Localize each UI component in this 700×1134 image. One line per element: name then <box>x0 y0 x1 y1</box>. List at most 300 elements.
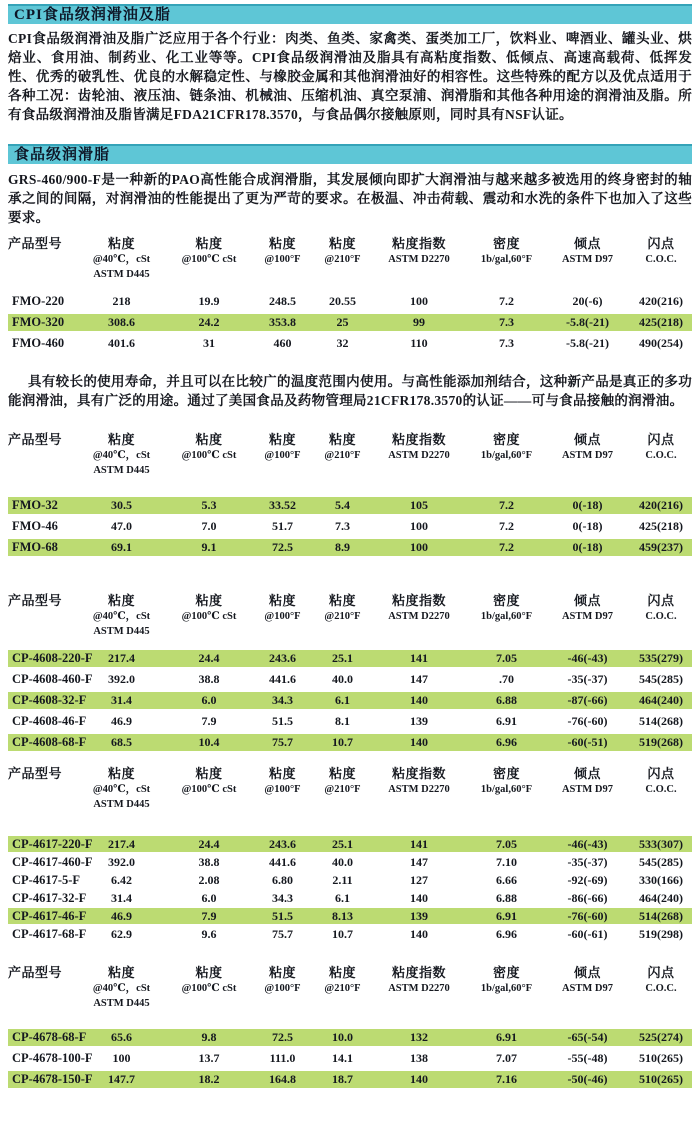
value-cell: 519(298) <box>639 927 683 941</box>
table-body <box>8 497 692 556</box>
value-cell: 18.7 <box>332 1072 353 1086</box>
table-row-fmo-46 <box>8 518 692 535</box>
value-cell: 519(268) <box>639 735 683 749</box>
column-header-label: 倾点 <box>573 766 601 781</box>
product-model: CP-4617-5-F <box>12 873 81 887</box>
product-table-cp-4608 <box>8 592 692 751</box>
product-model: CP-4608-46-F <box>12 714 87 728</box>
value-cell: -65(-54) <box>567 1030 608 1044</box>
column-header-label: 产品型号 <box>8 965 63 980</box>
value-cell: 7.9 <box>201 714 217 728</box>
product-model: CP-4617-460-F <box>12 855 93 869</box>
value-cell: 5.4 <box>335 498 350 512</box>
table-row-cp-4608-46-f <box>8 713 692 730</box>
value-cell: 217.4 <box>108 651 135 665</box>
product-model: CP-4617-32-F <box>12 891 87 905</box>
value-cell: 0(-18) <box>572 519 603 533</box>
table-header <box>8 592 692 639</box>
value-cell: 20(-6) <box>572 294 603 308</box>
table-row-cp-4617-68-f <box>8 926 692 942</box>
product-model: CP-4617-46-F <box>12 909 87 923</box>
column-header-label: 粘度指数 <box>391 766 446 781</box>
column-header-label: 粘度 <box>107 432 135 447</box>
value-cell: 147 <box>410 672 428 686</box>
value-cell: 33.52 <box>269 498 296 512</box>
column-header-product <box>8 964 75 1011</box>
column-header <box>315 431 370 478</box>
value-cell: 545(285) <box>639 672 683 686</box>
value-cell: 6.80 <box>272 873 293 887</box>
column-header-label: 产品型号 <box>8 432 63 447</box>
value-cell: 99 <box>413 315 425 329</box>
column-header-label: 闪点 <box>647 965 675 980</box>
product-model: CP-4678-150-F <box>12 1072 93 1086</box>
value-cell: 24.4 <box>198 651 220 665</box>
value-cell: 6.88 <box>496 891 517 905</box>
column-header-sublabel: @100℃ cSt <box>181 784 237 795</box>
column-header-label: 粘度 <box>268 593 296 608</box>
column-header-label: 闪点 <box>647 593 675 608</box>
value-cell: 401.6 <box>108 336 135 350</box>
column-header-sublabel: ASTM D97 <box>561 784 614 795</box>
value-cell: 10.7 <box>332 927 353 941</box>
value-cell: 34.3 <box>272 891 293 905</box>
column-header <box>630 964 692 1011</box>
table-row-cp-4678-100-f <box>8 1050 692 1067</box>
product-model: CP-4608-220-F <box>12 651 93 665</box>
value-cell: 0(-18) <box>572 498 603 512</box>
value-cell: -76(-60) <box>567 909 608 923</box>
column-header <box>545 431 630 478</box>
column-header-sublabel: @40℃，cSt <box>92 450 151 461</box>
value-cell: 72.5 <box>272 540 293 554</box>
value-cell: 6.42 <box>111 873 132 887</box>
column-header <box>468 964 545 1011</box>
column-header-sublabel: @210°F <box>324 784 361 795</box>
value-cell: 75.7 <box>272 927 293 941</box>
certification-paragraph: 具有较长的使用寿命，并且可以在比较广的温度范围内使用。与高性能添加剂结合，这种新产品是真正的多功能润滑油，具有广泛的用途。通过了美国食品及药物管理局21CFR178.3570的认证——可与食品接触的润滑油。 <box>8 374 692 408</box>
table-row-cp-4678-68-f <box>8 1029 692 1046</box>
column-header <box>315 235 370 282</box>
value-cell: 138 <box>410 1051 428 1065</box>
value-cell: -55(-48) <box>567 1051 608 1065</box>
column-header-label: 粘度指数 <box>391 236 446 251</box>
table-row-cp-4617-5-f <box>8 872 692 888</box>
value-cell: 140 <box>410 1072 428 1086</box>
column-header-label: 倾点 <box>573 432 601 447</box>
column-header-label: 倾点 <box>573 236 601 251</box>
column-header <box>168 592 250 639</box>
value-cell: 2.11 <box>332 873 353 887</box>
value-cell: -5.8(-21) <box>566 315 609 329</box>
table-row-cp-4608-32-f <box>8 692 692 709</box>
column-header <box>75 592 168 639</box>
value-cell: 353.8 <box>269 315 296 329</box>
value-cell: 38.8 <box>198 672 220 686</box>
table-body <box>8 650 692 751</box>
value-cell: 34.3 <box>272 693 293 707</box>
column-header-sublabel: @210°F <box>324 450 361 461</box>
value-cell: 9.6 <box>201 927 217 941</box>
section2-paragraph: GRS-460/900-F是一种新的PAO高性能合成润滑脂，其发展倾向即扩大润滑油与越来越多被选用的终身密封的轴承之间的间隔，对润滑油的性能提出了更为严苛的要求。在极温、冲击荷载、震动和水洗的条件下也加入了这些要求。 <box>8 172 692 225</box>
value-cell: 6.96 <box>496 927 517 941</box>
column-header-sublabel: ASTM D2270 <box>388 450 450 461</box>
column-header-sublabel: @210°F <box>324 254 361 265</box>
column-header <box>75 235 168 282</box>
column-header-label: 密度 <box>492 236 520 251</box>
value-cell: 510(265) <box>639 1051 683 1065</box>
column-header-method: ASTM D445 <box>93 465 150 476</box>
value-cell: 51.5 <box>272 909 293 923</box>
column-header-sublabel: C.O.C. <box>645 450 677 461</box>
value-cell: 7.05 <box>496 837 517 851</box>
column-header <box>370 592 468 639</box>
value-cell: 525(274) <box>639 1030 683 1044</box>
table-header <box>8 765 692 812</box>
section1-title: CPI食品级润滑油及脂 <box>14 7 171 23</box>
value-cell: 420(216) <box>639 498 683 512</box>
value-cell: 490(254) <box>639 336 683 350</box>
column-header-sublabel: @210°F <box>324 611 361 622</box>
value-cell: -35(-37) <box>567 855 608 869</box>
value-cell: 514(268) <box>639 714 683 728</box>
value-cell: 217.4 <box>108 837 135 851</box>
column-header <box>370 431 468 478</box>
value-cell: 19.9 <box>198 294 220 308</box>
value-cell: 24.2 <box>198 315 220 329</box>
value-cell: 30.5 <box>111 498 132 512</box>
value-cell: 248.5 <box>269 294 296 308</box>
column-header <box>250 431 315 478</box>
value-cell: 9.1 <box>201 540 217 554</box>
value-cell: 5.3 <box>201 498 217 512</box>
table-header <box>8 431 692 478</box>
value-cell: 38.8 <box>198 855 220 869</box>
column-header-sublabel: 1b/gal,60°F <box>480 611 533 622</box>
value-cell: -5.8(-21) <box>566 336 609 350</box>
column-header-product <box>8 431 75 478</box>
column-header-sublabel: @40℃，cSt <box>92 611 151 622</box>
column-header-method: ASTM D445 <box>93 799 150 810</box>
value-cell: 10.4 <box>198 735 220 749</box>
product-model: CP-4678-68-F <box>12 1030 87 1044</box>
column-header <box>75 431 168 478</box>
column-header-method: ASTM D445 <box>93 626 150 637</box>
column-header-label: 粘度 <box>107 236 135 251</box>
column-header-label: 产品型号 <box>8 593 63 608</box>
value-cell: -76(-60) <box>567 714 608 728</box>
column-header <box>370 235 468 282</box>
column-header <box>468 431 545 478</box>
product-table-fmo-220-460 <box>8 235 692 352</box>
value-cell: 425(218) <box>639 315 683 329</box>
product-model: FMO-320 <box>12 315 65 329</box>
column-header-method: ASTM D445 <box>93 269 150 280</box>
column-header <box>75 765 168 812</box>
column-header-label: 粘度 <box>195 432 223 447</box>
value-cell: 25 <box>336 315 349 329</box>
value-cell: 141 <box>410 837 428 851</box>
value-cell: 14.1 <box>332 1051 353 1065</box>
value-cell: 110 <box>410 336 428 350</box>
column-header-sublabel: @40℃，cSt <box>92 784 151 795</box>
product-model: CP-4608-68-F <box>12 735 87 749</box>
value-cell: 147.7 <box>108 1072 135 1086</box>
value-cell: 441.6 <box>269 672 296 686</box>
product-model: FMO-460 <box>12 336 65 350</box>
table-body <box>8 836 692 942</box>
value-cell: 7.10 <box>496 855 517 869</box>
column-header <box>250 592 315 639</box>
value-cell: -86(-66) <box>567 891 608 905</box>
value-cell: 47.0 <box>111 519 132 533</box>
column-header-sublabel: ASTM D2270 <box>388 611 450 622</box>
value-cell: 140 <box>410 735 428 749</box>
column-header <box>545 592 630 639</box>
value-cell: 139 <box>410 909 428 923</box>
column-header <box>315 592 370 639</box>
value-cell: 441.6 <box>269 855 296 869</box>
column-header-label: 粘度 <box>107 965 135 980</box>
product-model: CP-4617-220-F <box>12 837 93 851</box>
value-cell: 132 <box>410 1030 428 1044</box>
value-cell: 243.6 <box>269 651 296 665</box>
value-cell: 127 <box>410 873 428 887</box>
value-cell: 464(240) <box>639 693 683 707</box>
value-cell: 31.4 <box>111 891 132 905</box>
column-header-label: 粘度 <box>328 593 356 608</box>
product-table-fmo-32-68 <box>8 431 692 556</box>
value-cell: 7.2 <box>499 294 514 308</box>
column-header-label: 产品型号 <box>8 236 63 251</box>
value-cell: 40.0 <box>332 855 353 869</box>
value-cell: 6.91 <box>496 909 517 923</box>
column-header-label: 闪点 <box>647 766 675 781</box>
column-header <box>468 765 545 812</box>
column-header <box>630 235 692 282</box>
value-cell: 111.0 <box>269 1051 296 1065</box>
value-cell: 72.5 <box>272 1030 293 1044</box>
column-header <box>370 964 468 1011</box>
table-row-fmo-320 <box>8 314 692 331</box>
column-header-sublabel: ASTM D97 <box>561 254 614 265</box>
table-row-cp-4608-220-f <box>8 650 692 667</box>
value-cell: .70 <box>499 672 514 686</box>
value-cell: 6.1 <box>335 891 350 905</box>
value-cell: 100 <box>410 540 428 554</box>
value-cell: 51.5 <box>272 714 293 728</box>
value-cell: 40.0 <box>332 672 353 686</box>
value-cell: 9.8 <box>201 1030 217 1044</box>
value-cell: 7.3 <box>335 519 350 533</box>
column-header <box>468 592 545 639</box>
table-row-fmo-32 <box>8 497 692 514</box>
column-header <box>250 765 315 812</box>
value-cell: 510(265) <box>639 1072 683 1086</box>
column-header-sublabel: @100°F <box>264 983 301 994</box>
value-cell: 46.9 <box>111 909 132 923</box>
value-cell: 2.08 <box>198 873 220 887</box>
value-cell: 392.0 <box>108 672 135 686</box>
column-header-label: 密度 <box>492 432 520 447</box>
product-table-cp-4617 <box>8 765 692 942</box>
column-header-label: 粘度 <box>328 766 356 781</box>
value-cell: 20.55 <box>329 294 356 308</box>
value-cell: 7.07 <box>496 1051 517 1065</box>
column-header <box>168 235 250 282</box>
value-cell: -92(-69) <box>567 873 608 887</box>
column-header <box>370 765 468 812</box>
column-header-product <box>8 592 75 639</box>
column-header <box>545 765 630 812</box>
value-cell: -87(-66) <box>567 693 608 707</box>
value-cell: 100 <box>112 1051 131 1065</box>
column-header-sublabel: @40℃，cSt <box>92 983 151 994</box>
column-header-sublabel: 1b/gal,60°F <box>480 254 533 265</box>
value-cell: 6.1 <box>335 693 350 707</box>
value-cell: 7.16 <box>496 1072 517 1086</box>
value-cell: 6.88 <box>496 693 517 707</box>
value-cell: 533(307) <box>639 837 683 851</box>
column-header <box>75 964 168 1011</box>
value-cell: 535(279) <box>639 651 683 665</box>
value-cell: 75.7 <box>272 735 293 749</box>
column-header-label: 粘度 <box>328 432 356 447</box>
value-cell: 392.0 <box>108 855 135 869</box>
value-cell: 7.2 <box>499 519 514 533</box>
value-cell: 139 <box>410 714 428 728</box>
value-cell: 140 <box>410 891 428 905</box>
value-cell: 8.13 <box>332 909 353 923</box>
value-cell: 420(216) <box>639 294 683 308</box>
column-header-sublabel: @100℃ cSt <box>181 611 237 622</box>
table-body <box>8 293 692 352</box>
column-header-label: 粘度指数 <box>391 593 446 608</box>
value-cell: 0(-18) <box>572 540 603 554</box>
value-cell: 68.5 <box>111 735 132 749</box>
product-model: CP-4608-460-F <box>12 672 93 686</box>
value-cell: -60(-61) <box>567 927 608 941</box>
column-header <box>168 964 250 1011</box>
column-header-sublabel: @100°F <box>264 254 301 265</box>
column-header-label: 闪点 <box>647 432 675 447</box>
column-header-label: 粘度指数 <box>391 432 446 447</box>
column-header-label: 粘度 <box>107 593 135 608</box>
column-header-sublabel: C.O.C. <box>645 784 677 795</box>
value-cell: 7.3 <box>499 315 514 329</box>
column-header-label: 密度 <box>492 965 520 980</box>
value-cell: 6.0 <box>201 891 217 905</box>
column-header-sublabel: ASTM D2270 <box>388 254 450 265</box>
column-header-label: 粘度 <box>107 766 135 781</box>
value-cell: 10.7 <box>332 735 353 749</box>
column-header-sublabel: 1b/gal,60°F <box>480 784 533 795</box>
column-header-method: ASTM D445 <box>93 998 150 1009</box>
value-cell: 46.9 <box>111 714 132 728</box>
product-model: FMO-68 <box>12 540 58 554</box>
table-header <box>8 964 692 1011</box>
column-header-label: 粘度 <box>268 766 296 781</box>
value-cell: 218 <box>112 294 131 308</box>
column-header-sublabel: C.O.C. <box>645 983 677 994</box>
value-cell: 100 <box>410 294 428 308</box>
column-header-sublabel: C.O.C. <box>645 254 677 265</box>
column-header-label: 倾点 <box>573 593 601 608</box>
value-cell: 100 <box>410 519 428 533</box>
column-header <box>468 235 545 282</box>
value-cell: 25.1 <box>332 651 353 665</box>
value-cell: 6.0 <box>201 693 217 707</box>
column-header <box>630 431 692 478</box>
column-header-label: 密度 <box>492 766 520 781</box>
column-header-label: 粘度指数 <box>391 965 446 980</box>
value-cell: 7.2 <box>499 498 514 512</box>
column-header <box>545 964 630 1011</box>
value-cell: 7.05 <box>496 651 517 665</box>
value-cell: 31.4 <box>111 693 132 707</box>
column-header <box>168 765 250 812</box>
table-row-cp-4617-460-f <box>8 854 692 870</box>
value-cell: 308.6 <box>108 315 135 329</box>
column-header-label: 粘度 <box>328 236 356 251</box>
column-header-sublabel: @100°F <box>264 450 301 461</box>
value-cell: 69.1 <box>111 540 132 554</box>
product-model: CP-4617-68-F <box>12 927 87 941</box>
column-header-sublabel: ASTM D2270 <box>388 784 450 795</box>
value-cell: 140 <box>410 927 428 941</box>
section1-title-bar <box>8 4 692 24</box>
value-cell: 6.96 <box>496 735 517 749</box>
column-header-sublabel: @100℃ cSt <box>181 254 237 265</box>
value-cell: -46(-43) <box>567 651 608 665</box>
value-cell: 32 <box>336 336 349 350</box>
value-cell: 7.3 <box>499 336 514 350</box>
column-header-sublabel: ASTM D97 <box>561 983 614 994</box>
value-cell: 147 <box>410 855 428 869</box>
column-header-sublabel: 1b/gal,60°F <box>480 450 533 461</box>
column-header <box>250 235 315 282</box>
value-cell: 164.8 <box>269 1072 296 1086</box>
product-model: FMO-220 <box>12 294 65 308</box>
value-cell: 6.91 <box>496 1030 517 1044</box>
column-header-sublabel: C.O.C. <box>645 611 677 622</box>
value-cell: 514(268) <box>639 909 683 923</box>
value-cell: 459(237) <box>639 540 683 554</box>
column-header-label: 粘度 <box>268 965 296 980</box>
column-header-label: 粘度 <box>195 236 223 251</box>
table-row-cp-4608-460-f <box>8 671 692 688</box>
value-cell: 460 <box>273 336 292 350</box>
value-cell: 464(240) <box>639 891 683 905</box>
product-model: FMO-32 <box>12 498 58 512</box>
value-cell: 6.91 <box>496 714 517 728</box>
table-row-cp-4678-150-f <box>8 1071 692 1088</box>
column-header-label: 粘度 <box>195 766 223 781</box>
value-cell: -35(-37) <box>567 672 608 686</box>
column-header-product <box>8 235 75 282</box>
section2-title: 食品级润滑脂 <box>14 147 111 163</box>
product-table-cp-4678 <box>8 964 692 1088</box>
value-cell: 425(218) <box>639 519 683 533</box>
column-header-label: 闪点 <box>647 236 675 251</box>
section1-paragraph: CPI食品级润滑油及脂广泛应用于各个行业：肉类、鱼类、家禽类、蛋类加工厂，饮料业、啤酒业、罐头业、烘焙业、食用油、制药业、化工业等等。CPI食品级润滑油及脂具有高粘度指数、低倾点、高速高载荷、低挥发性、优秀的破乳性、优良的水解稳定性、与橡胶金属和其他润滑油好的相容性。这些特殊的配方以及优点适用于各种工况：齿轮油、液压油、链条油、机械油、压缩机油、真空泵浦、润滑脂和其他各种用途的润滑油及脂。所有食品级润滑油及脂皆满足FDA21CFR178.3570，与食品偶尔接触原则，同时具有NSF认证。 <box>8 31 692 122</box>
column-header-sublabel: @100°F <box>264 611 301 622</box>
value-cell: 25.1 <box>332 837 353 851</box>
column-header-label: 粘度 <box>268 432 296 447</box>
value-cell: 7.2 <box>499 540 514 554</box>
value-cell: -60(-51) <box>567 735 608 749</box>
value-cell: 13.7 <box>198 1051 220 1065</box>
